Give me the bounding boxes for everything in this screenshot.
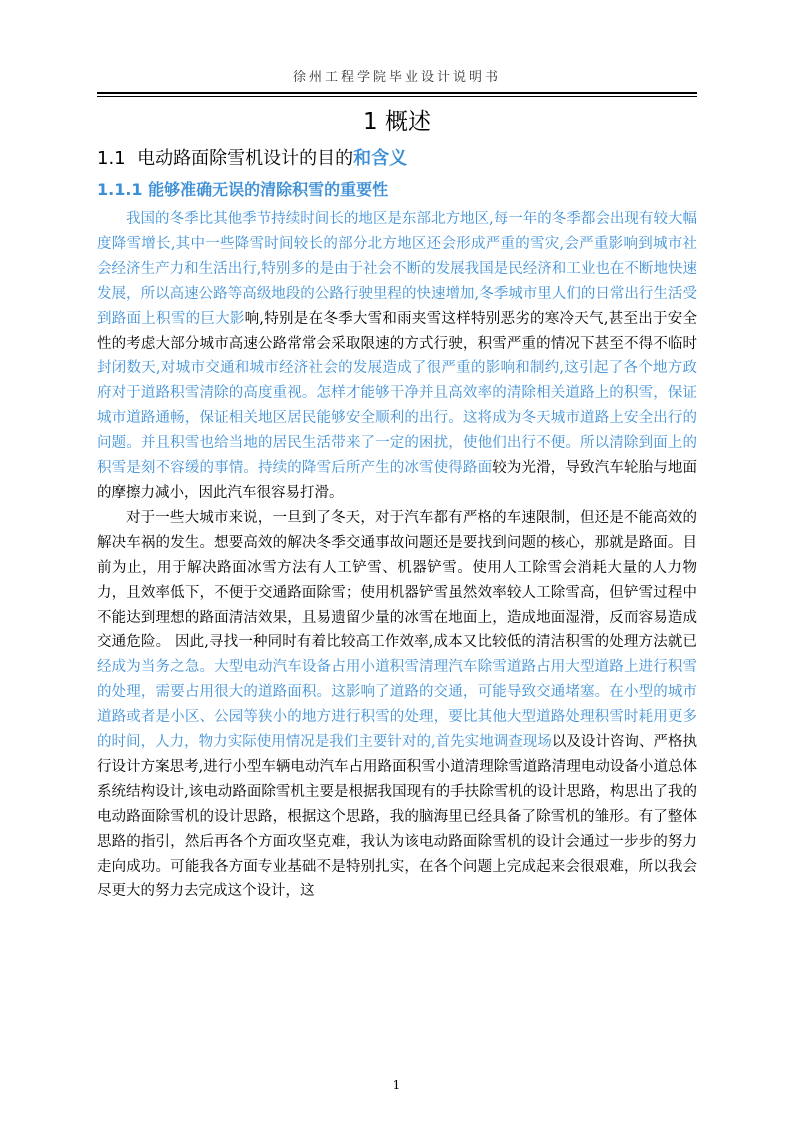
section-title-highlight: 和含义 xyxy=(353,148,408,169)
page-number: 1 xyxy=(392,1078,401,1092)
paragraph-1 xyxy=(97,207,697,506)
text-run: 以及设计咨询、严格执行设计方案思考,进行小型车辆电动汽车占用路面积雪小道清理除雪道路清理电动设备小道总体系统结构设计,该电动路面除雪机主要是根据我国现有的手扶除雪机的设计思路，构思出了我的电动路面除雪机的设计思路，根据这个思路，我的脑海里已经具备了除雪机的雏形。有了整体思路的指引，然后再各个方面攻坚克难，我认为该电动路面除雪机的设计会通过一步步的努力走向成功。可能我各方面专业基础不是特别扎实，在各个问题上完成起来会很艰难，所以我会尽更大的努力去完成这个设计，这 xyxy=(97,734,698,900)
subsection-heading: 1.1.1 能够准确无误的清除积雪的重要性 xyxy=(97,180,389,199)
page-header: 徐州工程学院毕业设计说明书 xyxy=(292,70,501,85)
body-text xyxy=(97,207,697,904)
header-rule-thin xyxy=(97,96,697,97)
text-run: 响,特别是在冬季大雪和雨夹雪这样特别恶劣的寒冷天气,甚至出于安全性的考虑大部分城市高速公路常常会采取限速的方式行驶，积雪严重的情况下甚至不得不临时 xyxy=(97,310,698,352)
section-number: 1.1 xyxy=(97,148,126,169)
header-rule-thick xyxy=(97,92,697,94)
text-run: 我国的冬季比其他季节持续时间长的地区是东部北方地区,每一年的冬季都会出现有较大幅度降雪增长,其中一些降雪时间较长的部分北方地区还会形成严重的雪灾,会严重影响到城市社会经济生产力和生活出行,特别多的是由于社会不断的发展我国是民经济和工业也在不断地快速发展，所以高速公路等高级地段的公路行驶里程的快速增加,冬季城市里人们的日常出行生活受到路面上积雪的巨大影 xyxy=(97,211,697,327)
text-run: 经成为当务之急。大型电动汽车设备占用小道积雪清理汽车除雪道路占用大型道路上进行积雪的处理，需要占用很大的道路面积。这影响了道路的交通，可能导致交通堵塞。在小型的城市道路或者是小区、公园等狭小的地方进行积雪的处理，要比其他大型道路处理积雪时耗用更多的时间，人力，物力实际使用情况是我们主要针对的,首先实地调查现场 xyxy=(97,659,697,751)
section-title-main: 电动路面除雪机设计的目的 xyxy=(137,148,354,169)
text-run: 封闭数天,对城市交通和城市经济社会的发展造成了很严重的影响和制约,这引起了各个地方政府对于道路积雪清除的高度重视。怎样才能够干净并且高效率的清除相关道路上的积雪，保证城市道路通畅，保证相关地区居民能够安全顺利的出行。这将成为冬天城市道路上安全出行的问题。并且积雪也给当地的居民生活带来了一定的困扰，使他们出行不便。所以清除到面上的积雪是刻不容缓的事情。持续的降雪后所产生的冰雪使得路面 xyxy=(97,360,697,477)
chapter-title: 1 概述 xyxy=(363,109,431,135)
section-heading xyxy=(97,144,407,170)
text-run: 较为光滑，导致汽车轮胎与地面的摩擦力减小，因此汽车很容易打滑。 xyxy=(97,460,698,501)
paragraph-2 xyxy=(97,506,697,905)
text-run: 对于一些大城市来说，一旦到了冬天，对于汽车都有严格的车速限制，但还是不能高效的解决车祸的发生。想要高效的解决冬季交通事故问题还是要找到问题的核心，那就是路面。目前为止，用于解决路面冰雪方法有人工铲雪、机器铲雪。使用人工除雪会消耗大量的人力物力，且效率低下，不便于交通路面除雪；使用机器铲雪虽然效率较人工除雪高，但铲雪过程中不能达到理想的路面清洁效果，且易遗留少量的冰雪在地面上，造成地面湿滑，反而容易造成交通危险。 因此,寻找一种同时有着比较高工作效率,成本又比较低的清洁积雪的处理方法就已 xyxy=(97,509,697,651)
